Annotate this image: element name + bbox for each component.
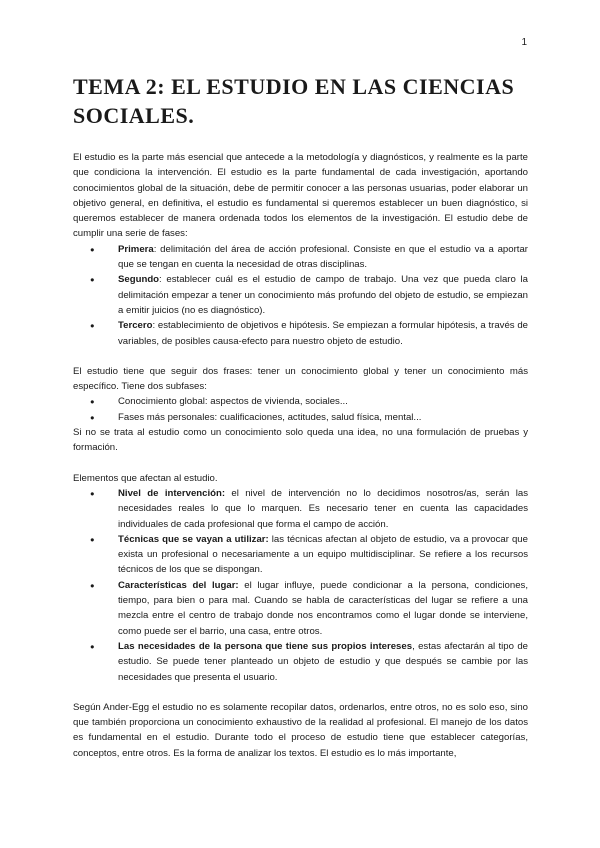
page-title: TEMA 2: EL ESTUDIO EN LAS CIENCIAS SOCIALES. [73,74,515,128]
element-term: Las necesidades de la persona que tiene sus propios intereses [118,640,413,652]
list-item: ● Conocimiento global: aspectos de vivienda, sociales... [118,394,528,409]
phrases-outro-paragraph: Si no se trata al estudio como un conocimiento solo queda una idea, no una formulación de pruebas y formación. [73,427,528,454]
elements-list [73,486,528,685]
element-text: el lugar influye, puede condicionar a la persona, condiciones, tiempo, para bien o para mal. Cuando se habla de características del lugar se refiere a una mezcla entre el centro de trabajo donde nos encontramos como el lugar donde se interviene, como puede ser el barrio, una casa, entre otros. [118,579,528,637]
element-text: las técnicas afectan al objeto de estudio, va a provocar que exista un profesional o necesariamente a un equipo multidisciplinar. Se refiere a los recursos técnicos de los que se dispongan. [118,533,528,576]
page-number: 1 [521,37,527,48]
list-item [118,486,528,532]
element-term: Técnicas que se vayan a utilizar: [118,533,269,545]
subphases-list [73,394,528,425]
list-item [118,242,528,273]
element-term: Nivel de intervención: [118,487,226,499]
phase-term: Tercero [118,320,153,332]
element-text: el nivel de intervención no lo decidimos nosotros/as, serán las necesidades reales lo que lo marquen. Es necesario tener en cuenta las capacidades individuales de cada profesional que forma el campo de acción. [118,487,528,530]
document-body [73,150,528,761]
phases-list [73,242,528,349]
elements-heading: Elementos que afectan al estudio. [73,472,218,484]
element-term: Características del lugar: [118,579,239,591]
list-item [118,578,528,639]
intro-paragraph: El estudio es la parte más esencial que antecede a la metodología y diagnósticos, y realmente es la parte que condiciona la intervención. El estudio es la parte fundamental de cada investigación, aportando conocimientos global de la situación, debe de permitir conocer a las personas usuarias, poder elaborar un objetivo general, en definitiva, el estudio es fundamental si queremos establecer un buen diagnóstico, si queremos establecer de manera ordenada todos los elementos de la investigación. El estudio debe de cumplir una serie de fases: [73,152,528,240]
ander-egg-paragraph: Según Ander-Egg el estudio no es solamente recopilar datos, ordenarlos, entre otros, no es solo eso, sino que también proporciona un conocimiento exhaustivo de la realidad al profesional. El manejo de los datos es fundamental en el estudio. Durante todo el proceso de estudio tiene que establecer categorías, conceptos, entre otros. Es la forma de analizar los textos. El estudio es lo más importante, [73,701,528,759]
list-item [118,272,528,318]
list-item [118,639,528,685]
phase-term: Segundo [118,274,160,286]
element-text: , estas afectarán al tipo de estudio. Se puede tener planteado un objeto de estudio y que después se cambie por las necesidades que presenta el usuario. [118,640,529,683]
phrases-paragraph: El estudio tiene que seguir dos frases: tener un conocimiento global y tener un conocimiento más específico. Tiene dos subfases: [73,365,528,393]
phase-term: Primera [118,243,154,255]
list-item: ● Fases más personales: cualificaciones, actitudes, salud física, mental... [118,410,528,425]
phase-text: : establecer cuál es el estudio de campo de trabajo. Una vez que pueda claro la delimitación empezar a tener un conocimiento más profundo del objeto de estudio, se empiezan a emitir juicios (no es diagnóstico). [118,274,528,316]
phase-text: : establecimiento de objetivos e hipótesis. Se empiezan a formular hipótesis, a través de variables, de posibles causa-efecto para nuestro objeto de estudio. [118,320,528,347]
phase-text: : delimitación del área de acción profesional. Consiste en que el estudio va a aportar que se tengan en cuenta la necesidad de otras disciplinas. [118,243,528,271]
list-item [118,318,528,349]
list-item [118,532,528,578]
